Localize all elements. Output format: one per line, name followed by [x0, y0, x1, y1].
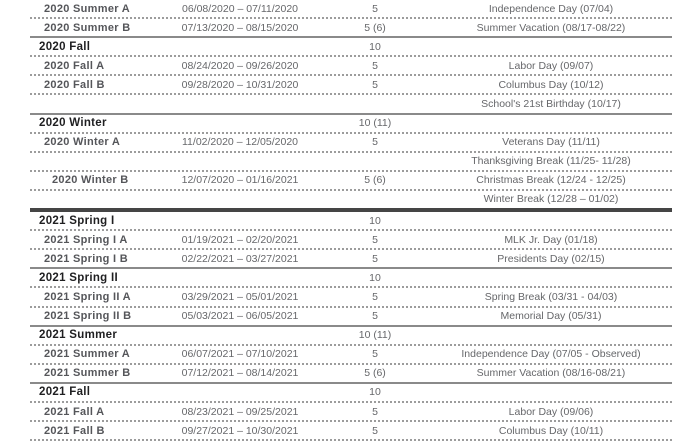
table-row	[30, 212, 672, 231]
table-row	[30, 76, 672, 95]
table-row	[30, 0, 672, 19]
term-dates: 08/23/2021 – 09/25/2021	[181, 405, 299, 418]
term-name: 2021 Spring I	[39, 214, 115, 227]
table-row	[30, 115, 672, 134]
term-dates: 06/07/2021 – 07/10/2021	[181, 348, 299, 361]
term-name: 2021 Spring II B	[44, 310, 132, 323]
term-weeks: 5	[372, 78, 378, 91]
term-holiday: Independence Day (07/05 - Observed)	[461, 348, 641, 361]
term-holiday: School's 21st Birthday (10/17)	[481, 98, 621, 111]
term-weeks: 10	[369, 214, 381, 227]
term-holiday: Summer Vacation (08/17-08/22)	[476, 21, 626, 34]
table-row	[30, 38, 672, 57]
term-weeks: 10 (11)	[358, 117, 392, 130]
term-dates: 03/29/2021 – 05/01/2021	[181, 290, 299, 303]
term-weeks: 10	[369, 386, 381, 399]
term-dates: 07/13/2020 – 08/15/2020	[181, 21, 299, 34]
term-name: 2021 Spring I A	[44, 233, 128, 246]
term-holiday: Columbus Day (10/11)	[498, 424, 604, 437]
table-row	[30, 422, 672, 441]
table-row	[30, 57, 672, 76]
table-row	[30, 365, 672, 384]
table-row	[30, 95, 672, 114]
term-holiday: Presidents Day (02/15)	[497, 252, 605, 265]
term-weeks: 10	[369, 271, 381, 284]
table-row	[30, 288, 672, 307]
term-name: 2020 Fall A	[44, 59, 105, 72]
term-weeks: 5	[372, 290, 378, 303]
term-dates: 09/28/2020 – 10/31/2020	[181, 78, 299, 91]
term-name: 2020 Winter	[39, 117, 107, 130]
term-name: 2021 Summer	[39, 329, 118, 342]
term-name: 2020 Fall B	[44, 78, 105, 91]
term-holiday: Labor Day (09/06)	[508, 405, 594, 418]
table-row	[30, 327, 672, 346]
term-name: 2021 Spring II	[39, 271, 118, 284]
table-row	[30, 384, 672, 403]
term-weeks: 5	[372, 405, 378, 418]
term-name: 2021 Spring I B	[44, 252, 128, 265]
term-dates: 11/02/2020 – 12/05/2020	[182, 136, 298, 149]
term-name: 2020 Winter A	[44, 136, 121, 149]
term-dates: 09/27/2021 – 10/30/2021	[181, 424, 299, 437]
term-weeks: 5	[372, 233, 378, 246]
term-holiday: Spring Break (03/31 - 04/03)	[484, 290, 618, 303]
term-name: 2020 Summer A	[44, 2, 131, 15]
term-holiday: Veterans Day (11/11)	[502, 136, 600, 149]
table-row	[30, 19, 672, 38]
term-weeks: 5	[372, 348, 378, 361]
term-holiday: Columbus Day (10/12)	[498, 78, 604, 91]
term-name: 2021 Fall A	[44, 405, 105, 418]
term-holiday: Memorial Day (05/31)	[500, 310, 602, 323]
term-name: 2020 Summer B	[44, 21, 131, 34]
term-weeks: 5	[372, 424, 378, 437]
term-weeks: 10	[369, 40, 381, 53]
term-dates: 12/07/2020 – 01/16/2021	[181, 174, 299, 187]
term-dates: 01/19/2021 – 02/20/2021	[181, 233, 299, 246]
term-holiday: Independence Day (07/04)	[488, 2, 614, 15]
table-row	[30, 403, 672, 422]
term-weeks: 5	[372, 59, 378, 72]
term-name: 2021 Summer B	[44, 367, 131, 380]
table-row	[30, 191, 672, 212]
term-dates: 08/24/2020 – 09/26/2020	[181, 59, 299, 72]
term-holiday: Christmas Break (12/24 - 12/25)	[476, 174, 626, 187]
term-dates: 05/03/2021 – 06/05/2021	[181, 310, 299, 323]
term-weeks: 5 (6)	[364, 367, 386, 380]
term-name: 2021 Summer A	[44, 348, 131, 361]
term-holiday: Thanksgiving Break (11/25- 11/28)	[471, 155, 631, 168]
term-dates: 06/08/2020 – 07/11/2020	[182, 2, 298, 15]
term-holiday: Labor Day (09/07)	[508, 59, 594, 72]
table-row	[30, 250, 672, 269]
term-weeks: 10 (11)	[358, 329, 392, 342]
term-name: 2021 Fall B	[44, 424, 105, 437]
table-row	[30, 134, 672, 153]
table-row	[30, 153, 672, 172]
term-weeks: 5	[372, 310, 378, 323]
table-row	[30, 346, 672, 365]
term-holiday: Summer Vacation (08/16-08/21)	[476, 367, 626, 380]
term-weeks: 5 (6)	[364, 174, 386, 187]
academic-calendar-table	[30, 0, 672, 441]
table-row	[30, 308, 672, 327]
term-holiday: MLK Jr. Day (01/18)	[504, 233, 598, 246]
term-dates: 02/22/2021 – 03/27/2021	[181, 252, 299, 265]
term-name: 2020 Winter B	[52, 174, 129, 187]
term-weeks: 5	[372, 2, 378, 15]
term-weeks: 5 (6)	[364, 21, 386, 34]
table-row	[30, 172, 672, 191]
term-dates: 07/12/2021 – 08/14/2021	[181, 367, 299, 380]
term-name: 2020 Fall	[39, 40, 91, 53]
table-row	[30, 231, 672, 250]
table-row	[30, 269, 672, 288]
term-name: 2021 Spring II A	[44, 290, 131, 303]
term-holiday: Winter Break (12/28 – 01/02)	[483, 193, 619, 206]
term-weeks: 5	[372, 252, 378, 265]
term-name: 2021 Fall	[39, 386, 91, 399]
term-weeks: 5	[372, 136, 378, 149]
